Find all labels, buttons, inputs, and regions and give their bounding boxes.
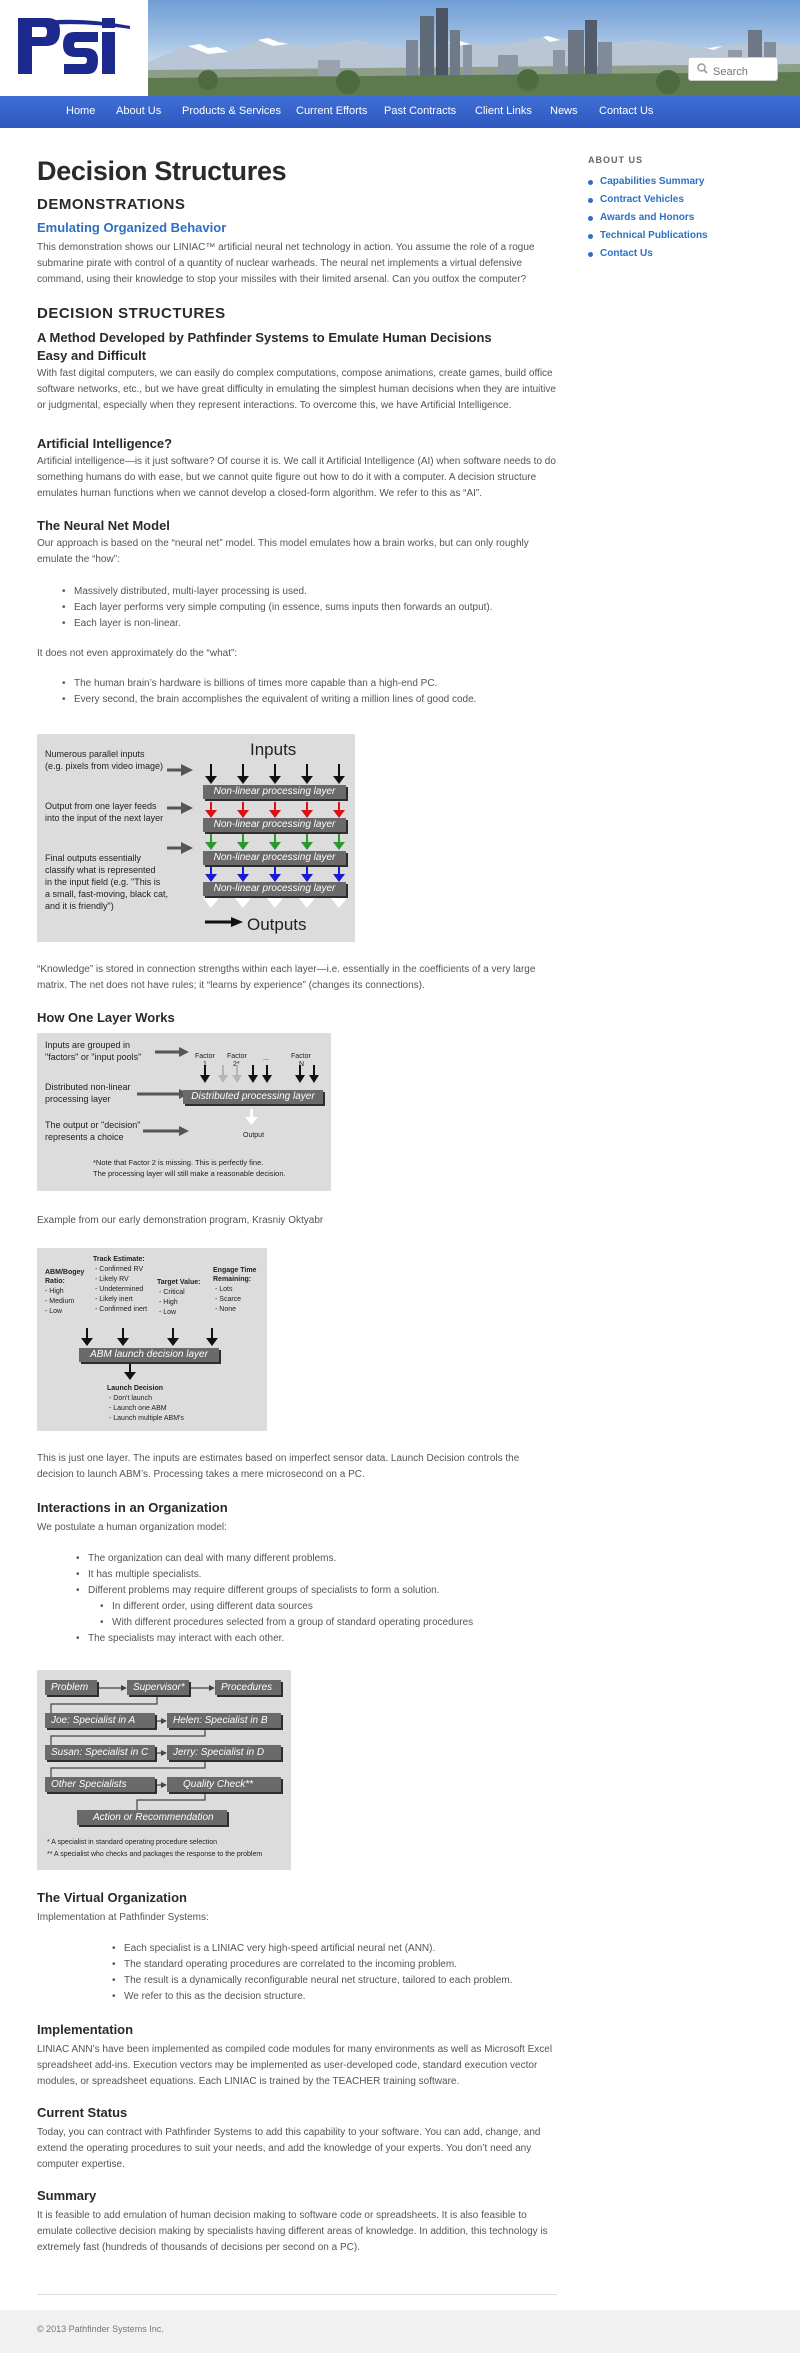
diagram-text: - Likely RV: [95, 1276, 129, 1283]
sidebar-link-contact-us[interactable]: Contact Us: [600, 248, 653, 259]
list-item: • Massively distributed, multi-layer processing is used.: [62, 584, 307, 600]
diagram-text: - None: [215, 1306, 237, 1313]
sidebar-bullet: [588, 234, 593, 239]
factor-1-number: 1: [203, 1061, 207, 1068]
demo-link[interactable]: Emulating Organized Behavior: [37, 220, 227, 235]
output-label: Output: [243, 1132, 265, 1139]
processing-layer: ABM launch decision layer: [79, 1348, 219, 1362]
one-layer-text: This is just one layer. The inputs are estimates based on imperfect sensor data. Launch Decision controls the decision to launch ABM’s. Processing takes a mere microsecond on a PC.: [37, 1453, 520, 1480]
list-item: • In different order, using different data sources: [100, 1599, 313, 1615]
list-item: • Each specialist is a LINIAC very high-speed artificial neural net (ANN).: [112, 1941, 435, 1957]
list-item: • The specialists may interact with each other.: [76, 1631, 284, 1647]
diagram-note: The processing layer will still make a reasonable decision.: [93, 1169, 286, 1178]
nav-news[interactable]: News: [550, 105, 578, 117]
diagram-text: Inputs are grouped in: [45, 1040, 131, 1050]
status-text: Today, you can contract with Pathfinder Systems to add this capability to your software. You can add, change, and extend the operating procedures to suit your needs, and add the knowledge of your experts. You don’t need any computer expertise.: [37, 2127, 541, 2170]
diagram-text: Final outputs essentially: [45, 853, 142, 863]
diagram-text: - Critical: [159, 1289, 185, 1296]
factor-1-label: Factor: [195, 1053, 215, 1060]
interactions-text: We postulate a human organization model:: [37, 1522, 227, 1533]
action-box: Action or Recommendation: [77, 1810, 227, 1825]
sidebar-bullet: [588, 252, 593, 257]
diagram-text: a small, fast-moving, black cat,: [45, 889, 169, 899]
processing-layer: Distributed processing layer: [183, 1090, 323, 1104]
status-heading: Current Status: [37, 2105, 128, 2120]
sidebar-link-contract-vehicles[interactable]: Contract Vehicles: [600, 194, 684, 205]
nav-products-services[interactable]: Products & Services: [182, 105, 282, 117]
nn-heading: The Neural Net Model: [37, 518, 170, 533]
ds-heading: DECISION STRUCTURES: [37, 305, 226, 322]
factor-n-label: Factor: [291, 1053, 311, 1060]
one-layer-heading: How One Layer Works: [37, 1010, 175, 1025]
processing-layer: Non-linear processing layer: [203, 851, 346, 865]
factor-n-number: N: [299, 1061, 305, 1068]
processing-layer: Non-linear processing layer: [203, 785, 346, 799]
diagram-text: - High: [45, 1288, 64, 1295]
ai-text: Artificial intelligence—is it just software? Of course it is. We call it Artificial Intelligence (AI) when software needs to do something humans do with ease, but we cannot quite figure out how to do it with a computer. A decision structure emulates human functions when we cannot develop a closed-form algorithm. We refer to this as “AI”.: [37, 456, 556, 499]
specialist-a-box: Joe: Specialist in A: [45, 1713, 155, 1728]
diagram-text: Numerous parallel inputs: [45, 749, 145, 759]
what-text: It does not even approximately do the “what”:: [37, 648, 238, 659]
diagram-text: and it is friendly"): [45, 901, 114, 911]
diagram-text: - Undetermined: [95, 1286, 144, 1293]
sidebar-bullet: [588, 198, 593, 203]
organization-diagram: [37, 1670, 291, 1870]
list-item: • Different problems may require different groups of specialists to form a solution.: [76, 1583, 439, 1599]
diagram-text: (e.g. pixels from video image): [45, 761, 164, 771]
impl-text: LINIAC ANN’s have been implemented as compiled code modules for many environments as well as Microsoft Excel spreadsheet add-ins. Execution vectors may be implemented as user-developed code, standard execution vector modules, or spreadsheet equations. Each LINIAC is trained by the TEACHER training software.: [37, 2044, 553, 2087]
city-skyline-image: [148, 0, 800, 96]
diagram-text: ABM/Bogey: [45, 1269, 85, 1276]
diagram-note: ** A specialist who checks and packages the response to the problem: [47, 1851, 263, 1858]
diagram-text: into the input of the next layer: [45, 813, 164, 823]
nn-text: Our approach is based on the “neural net” model. This model emulates how a brain works, but can only roughly emulate the “how”:: [37, 538, 529, 565]
demo-text: This demonstration shows our LINIAC™ artificial neural net technology in action. You assume the role of a rogue submarine pirate with control of a quantity of nuclear warheads. The neural net implements a virtual defensive command, using their knowledge to stop your missiles with their limited arsenal. Can you outfox the computer?: [37, 242, 535, 285]
nav-current-efforts[interactable]: Current Efforts: [296, 105, 368, 117]
specialist-b-box: Helen: Specialist in B: [167, 1713, 281, 1728]
nav-client-links[interactable]: Client Links: [475, 105, 532, 117]
list-item: • The standard operating procedures are correlated to the incoming problem.: [112, 1957, 457, 1973]
sidebar-bullet: [588, 180, 593, 185]
list-item: • The result is a dynamically reconfigurable neural net structure, tailored to each problem.: [112, 1973, 513, 1989]
diagram-text: - Launch one ABM: [109, 1405, 167, 1412]
diagram-text: - Launch multiple ABM's: [109, 1415, 184, 1422]
diagram-text: The output or "decision": [45, 1120, 141, 1130]
procedures-box: Procedures: [215, 1680, 281, 1695]
psi-logo[interactable]: [0, 0, 148, 96]
nav-about-us[interactable]: About Us: [116, 105, 162, 117]
diagram-text: - High: [159, 1299, 178, 1306]
inputs-label: Inputs: [250, 740, 297, 759]
interactions-heading: Interactions in an Organization: [37, 1500, 228, 1515]
supervisor-box: Supervisor*: [127, 1680, 189, 1695]
page-title: Decision Structures: [37, 156, 287, 186]
processing-layer: Non-linear processing layer: [203, 818, 346, 832]
one-layer-diagram: [37, 1033, 331, 1191]
nav-home[interactable]: Home: [66, 105, 96, 117]
knowledge-text: “Knowledge” is stored in connection strengths within each layer—i.e. essentially in the coefficients of a very large matrix. The net does not have rules; it “learns by experience” (changes its connections).: [37, 964, 536, 991]
impl-heading: Implementation: [37, 2022, 134, 2037]
sidebar-bullet: [588, 216, 593, 221]
diagram-text: in the input field (e.g. "This is: [45, 877, 161, 887]
neural-net-diagram: [37, 734, 355, 942]
diagram-note: *Note that Factor 2 is missing. This is perfectly fine.: [93, 1158, 264, 1167]
specialist-d-box: Jerry: Specialist in D: [167, 1745, 281, 1760]
list-item: • Each layer performs very simple computing (in essence, sums inputs then forwards an output).: [62, 600, 493, 616]
diagram-text: - Confirmed RV: [95, 1266, 144, 1273]
list-item: • It has multiple specialists.: [76, 1567, 201, 1583]
demos-heading: DEMONSTRATIONS: [37, 196, 186, 213]
diagram-text: Launch Decision: [107, 1385, 164, 1392]
diagram-text: - Medium: [45, 1298, 75, 1305]
nav-past-contracts[interactable]: Past Contracts: [384, 105, 457, 117]
site-header: [0, 0, 800, 96]
sidebar-link-capabilities[interactable]: Capabilities Summary: [600, 176, 705, 187]
diagram-text: - Low: [159, 1309, 177, 1316]
easy-text: With fast digital computers, we can easily do complex computations, compose animations, create games, build office software networks, etc., but we have great difficulty in emulating the simplest human decisions when they are intuitive or judgmental, especially when they represent interactions. To overcome this, we have Artificial Intelligence.: [37, 368, 556, 411]
ai-heading: Artificial Intelligence?: [37, 436, 173, 451]
list-item: • The human brain’s hardware is billions of times more capable than a high-end PC.: [62, 676, 437, 692]
diagram-text: - Lots: [215, 1286, 233, 1293]
virtual-heading: The Virtual Organization: [37, 1890, 188, 1905]
diagram-text: - Likely inert: [95, 1296, 133, 1303]
diagram-text: Remaining:: [213, 1276, 252, 1283]
method-heading: A Method Developed by Pathfinder Systems to Emulate Human Decisions: [37, 330, 492, 345]
diagram-text: represents a choice: [45, 1132, 124, 1142]
diagram-text: classify what is represented: [45, 865, 156, 875]
diagram-text: Output from one layer feeds: [45, 801, 157, 811]
list-item: • Each layer is non-linear.: [62, 616, 181, 632]
summary-heading: Summary: [37, 2188, 97, 2203]
diagram-text: Track Estimate:: [93, 1256, 145, 1263]
factor-2-number: 2*: [233, 1061, 240, 1068]
diagram-text: - Confirmed inert: [95, 1306, 148, 1313]
diagram-text: Ratio:: [45, 1278, 65, 1285]
diagram-text: Engage Time: [213, 1267, 257, 1274]
list-item: • With different procedures selected from a group of standard operating procedures: [100, 1615, 473, 1631]
site-footer: [0, 2310, 800, 2353]
copyright-text: © 2013 Pathfinder Systems Inc.: [37, 2324, 164, 2334]
problem-box: Problem: [45, 1680, 97, 1695]
main-nav: [0, 96, 800, 128]
other-specialists-box: Other Specialists: [45, 1777, 155, 1792]
list-item: • We refer to this as the decision structure.: [112, 1989, 306, 2005]
sidebar-heading: ABOUT US: [588, 155, 643, 165]
sidebar-link-awards[interactable]: Awards and Honors: [600, 212, 695, 223]
specialist-c-box: Susan: Specialist in C: [45, 1745, 155, 1760]
footer-divider: [37, 2294, 557, 2295]
nav-contact-us[interactable]: Contact Us: [599, 105, 654, 117]
diagram-text: - Low: [45, 1308, 63, 1315]
virtual-text: Implementation at Pathfinder Systems:: [37, 1912, 209, 1923]
factor-dots: ...: [263, 1055, 269, 1062]
list-item: • Every second, the brain accomplishes the equivalent of writing a million lines of good code.: [62, 692, 476, 708]
diagram-text: Distributed non-linear: [45, 1082, 131, 1092]
abm-launch-diagram: [37, 1248, 267, 1431]
quality-check-box: Quality Check**: [167, 1777, 281, 1792]
outputs-label: Outputs: [247, 915, 307, 934]
diagram-text: processing layer: [45, 1094, 111, 1104]
diagram-text: "factors" or "input pools": [45, 1052, 142, 1062]
processing-layer: Non-linear processing layer: [203, 882, 346, 896]
diagram-text: Target Value:: [157, 1279, 201, 1286]
easy-heading: Easy and Difficult: [37, 348, 147, 363]
summary-text: It is feasible to add emulation of human decision making to software code or spreadsheets. It is also feasible to emulate collective decision making by specialists having different areas of knowledge. In addition, this technology is extremely fast (hundreds of thousands of decisions per second on a PC).: [37, 2210, 548, 2253]
list-item: • The organization can deal with many different problems.: [76, 1551, 336, 1567]
example-text: Example from our early demonstration program, Krasniy Oktyabr: [37, 1215, 324, 1226]
sidebar-link-publications[interactable]: Technical Publications: [600, 230, 708, 241]
factor-2-label: Factor: [227, 1053, 247, 1060]
search-icon: [697, 63, 708, 74]
diagram-text: - Don't launch: [109, 1395, 152, 1402]
diagram-note: * A specialist in standard operating procedure selection: [47, 1839, 218, 1846]
diagram-text: - Scarce: [215, 1296, 242, 1303]
